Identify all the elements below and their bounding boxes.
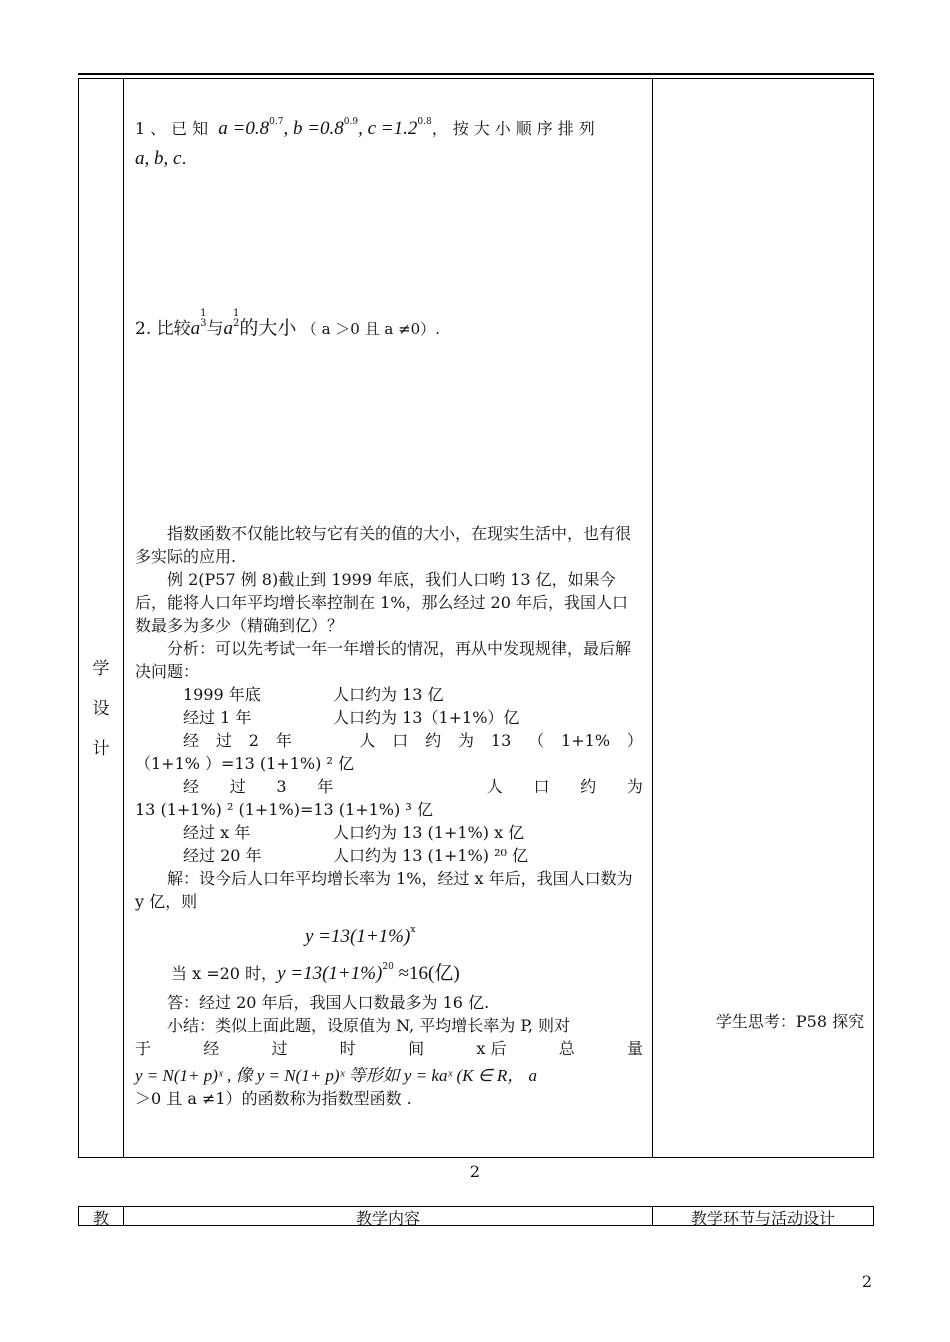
row-20 xyxy=(135,844,643,867)
example-block xyxy=(135,522,643,1110)
formula-2-exp: 20 xyxy=(382,962,394,972)
summary-line-d: ＞0 且 a ≠1）的函数称为指数型函数 . xyxy=(135,1089,412,1108)
p1-prefix: 1、已知 xyxy=(135,119,214,138)
p1-line2: a, b, c xyxy=(135,148,182,169)
row2-token: 经 xyxy=(183,731,200,750)
summary-token: 时 xyxy=(339,1039,356,1058)
row2-token: 为 xyxy=(458,731,475,750)
p2-exp2-num: 1 xyxy=(233,308,240,319)
formula-2 xyxy=(135,956,643,985)
p2-prefix: 2. 比较 xyxy=(135,319,191,339)
summary-token: 经 xyxy=(203,1039,220,1058)
example-paragraph: 例 2(P57 例 8)截止到 1999 年底，我们人口哟 13 亿，如果今后，能将人口年平均增长率控制在 1%，那么经过 20 年后，我国人口数最多为多少（精确到亿）？ xyxy=(135,570,629,635)
p1-a: a =0.8 xyxy=(218,118,270,139)
row-right: 人口约为 13 (1+1%) ²⁰ 亿 xyxy=(333,846,528,865)
footer-col-3: 教学环节与活动设计 xyxy=(690,1209,835,1228)
row-left: 1999 年底 xyxy=(183,685,261,704)
row2-token: 约 xyxy=(425,731,442,750)
footer-col-2: 教学内容 xyxy=(355,1209,420,1228)
row-left: 经过 1 年 xyxy=(183,708,252,727)
row3-token: 经 xyxy=(183,777,200,796)
p2-mid: 与 xyxy=(206,319,224,339)
solution-paragraph: 解：设今后人口年平均增长率为 1%，经过 x 年后，我国人口数为 y 亿，则 xyxy=(135,869,633,911)
side-char: 计 xyxy=(92,739,110,759)
p1-line2-end: . xyxy=(181,149,187,168)
p1-c: , c =1.2 xyxy=(358,118,418,139)
p1-b-exp: 0.9 xyxy=(343,117,359,127)
row3-token: 约 xyxy=(580,777,597,796)
row2-token: 年 xyxy=(275,731,292,750)
summary-token: 间 xyxy=(408,1039,425,1058)
row-1999 xyxy=(135,683,643,706)
p2-exp1-den: 3 xyxy=(200,318,207,329)
problem-1 xyxy=(135,107,643,174)
p1-c-exp: 0.8 xyxy=(417,117,432,127)
row-left: 经过 20 年 xyxy=(183,846,262,865)
column-divider-2 xyxy=(652,79,653,1157)
side-char: 设 xyxy=(92,699,110,719)
row-x xyxy=(135,821,643,844)
row-3-line-b: 13 (1+1%) ² (1+1%)=13 (1+1%) ³ 亿 xyxy=(135,800,433,819)
row-right: 人口约为 13 (1+1%) x 亿 xyxy=(333,823,525,842)
p1-b: , b =0.8 xyxy=(283,118,344,139)
row3-token: 3 xyxy=(276,777,287,796)
next-table-header xyxy=(78,1206,874,1226)
p2-base1: a xyxy=(190,318,201,339)
summary-token: 于 xyxy=(135,1039,152,1058)
summary-token: 总 xyxy=(558,1039,575,1058)
p2-exp2-den: 2 xyxy=(233,318,240,329)
summary-token: 过 xyxy=(271,1039,288,1058)
row3-token: 为 xyxy=(626,777,643,796)
formula-1-exp: x xyxy=(410,925,416,935)
side-char: 学 xyxy=(92,659,110,679)
summary-line-c: y = N(1+ p)ˣ , 像 y = N(1+ p)ˣ 等形如 y = kaˣ (K ∈ R， a xyxy=(135,1066,537,1085)
p1-suffix: ，按大小顺序排列 xyxy=(431,119,600,138)
formula-1-main: y =13(1+1%) xyxy=(305,926,411,947)
answer-paragraph: 答：经过 20 年后，我国人口数最多为 16 亿. xyxy=(167,993,490,1012)
row3-token: 口 xyxy=(533,777,550,796)
row3-token: 人 xyxy=(486,777,503,796)
row2-token: ） xyxy=(626,731,643,750)
analysis-paragraph: 分析：可以先考试一年一年增长的情况，再从中发现规律，最后解决问题： xyxy=(135,639,632,681)
summary-token: 量 xyxy=(626,1039,643,1058)
p2-condition: （ a ＞0 且 a ≠0）. xyxy=(301,320,440,338)
right-column-note: 学生思考：P58 探究 xyxy=(715,1012,865,1031)
row2-token: 口 xyxy=(392,731,409,750)
row2-token: 人 xyxy=(359,731,376,750)
row3-token: 年 xyxy=(317,777,334,796)
row-2-line-a xyxy=(135,729,643,752)
row2-token: 13 xyxy=(490,731,512,750)
side-label xyxy=(79,649,123,769)
row-2-line-b: （1+1% ）=13 (1+1%) ² 亿 xyxy=(135,754,354,773)
summary-token: x 后 xyxy=(476,1039,507,1058)
summary-line-b xyxy=(135,1037,643,1060)
page-number-center: 2 xyxy=(469,1162,481,1181)
row-3-line-a xyxy=(135,775,643,798)
formula-2-prefix: 当 x =20 时， xyxy=(171,964,278,983)
intro-paragraph: 指数函数不仅能比较与它有关的值的大小，在现实生活中，也有很多实际的应用. xyxy=(135,524,632,566)
p1-a-exp: 0.7 xyxy=(269,117,284,127)
row2-token: （ xyxy=(528,731,545,750)
formula-1 xyxy=(135,919,643,948)
row3-token: 过 xyxy=(229,777,246,796)
formula-2-main: y =13(1+1%) xyxy=(277,963,383,984)
lesson-table xyxy=(78,78,874,1158)
page-number-corner: 2 xyxy=(861,1272,872,1291)
footer-col-1: 教 xyxy=(92,1209,109,1228)
row2-token: 2 xyxy=(248,731,259,750)
row-right: 人口约为 13（1+1%）亿 xyxy=(333,708,520,727)
formula-2-tail: ≈16(亿) xyxy=(393,963,460,984)
row2-token: 1+1% xyxy=(561,731,611,750)
p2-suffix: 的大小 xyxy=(239,317,297,339)
top-rule xyxy=(78,73,874,75)
row-left: 经过 x 年 xyxy=(183,823,251,842)
p2-base2: a xyxy=(223,318,233,339)
row-1 xyxy=(135,706,643,729)
row-right: 人口约为 13 亿 xyxy=(333,685,444,704)
problem-2 xyxy=(135,309,643,341)
summary-line-a: 小结：类似上面此题，设原值为 N, 平均增长率为 P, 则对 xyxy=(167,1016,571,1035)
row2-token: 过 xyxy=(215,731,232,750)
p2-exp1-num: 1 xyxy=(200,308,207,319)
column-divider-1 xyxy=(123,79,124,1157)
